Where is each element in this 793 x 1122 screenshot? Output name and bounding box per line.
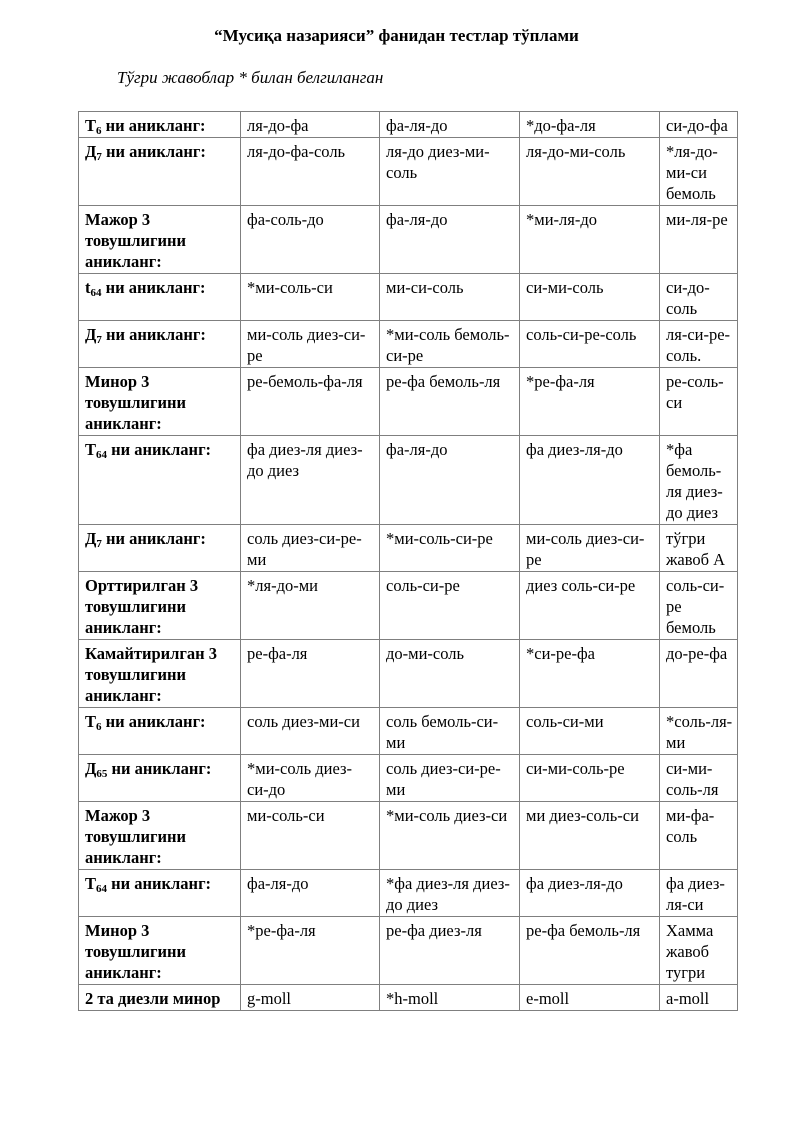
answer-option-1: *ля-до-ми [241,572,380,640]
table-row [79,985,738,1011]
question-text: 2 та диезли минор [85,989,221,1008]
question-text: Д [85,325,97,344]
answer-option-2: *фа диез-ля диез-до диез [380,870,520,917]
question-subscript: 6 [96,125,102,137]
answer-option-2: *ми-соль бемоль-си-ре [380,321,520,368]
table-row [79,112,738,138]
page-title: “Мусиқа назарияси” фанидан тестлар тўплами [214,26,579,45]
table-row [79,138,738,206]
answer-option-3: *си-ре-фа [520,640,660,708]
answer-option-2: до-ми-соль [380,640,520,708]
answer-option-4: Хамма жавоб тугри [660,917,738,985]
question-text: Орттирилган 3 товушлигини аникланг: [85,576,199,637]
question-text: Т [85,440,97,459]
answer-option-3: ре-фа бемоль-ля [520,917,660,985]
question-text: Т [85,874,97,893]
question-cell [79,640,241,708]
answer-option-2: фа-ля-до [380,112,520,138]
question-text: t [85,278,91,297]
answer-option-1: ми-соль диез-си-ре [241,321,380,368]
question-suffix: ни аникланг: [107,759,212,778]
answer-option-2: фа-ля-до [380,436,520,525]
question-cell [79,802,241,870]
question-text: Камайтирилган 3 товушлигини аникланг: [85,644,218,705]
table-row [79,436,738,525]
answer-option-3: соль-си-ми [520,708,660,755]
answer-option-3: си-ми-соль-ре [520,755,660,802]
answer-option-1: *ми-соль диез-си-до [241,755,380,802]
answer-option-1: ля-до-фа-соль [241,138,380,206]
answer-option-2: ре-фа бемоль-ля [380,368,520,436]
answer-option-2: соль бемоль-си-ми [380,708,520,755]
question-cell [79,870,241,917]
answer-option-4: *ля-до-ми-си бемоль [660,138,738,206]
answer-option-3: си-ми-соль [520,274,660,321]
question-cell [79,572,241,640]
table-row [79,870,738,917]
answer-option-2: фа-ля-до [380,206,520,274]
answer-option-3: фа диез-ля-до [520,870,660,917]
table-row [79,640,738,708]
answer-option-1: ре-фа-ля [241,640,380,708]
answer-option-3: диез соль-си-ре [520,572,660,640]
question-subscript: 7 [96,151,102,163]
table-row [79,274,738,321]
table-row [79,755,738,802]
answer-option-1: фа диез-ля диез-до диез [241,436,380,525]
answer-option-4: тўгри жавоб А [660,525,738,572]
answer-option-3: ля-до-ми-соль [520,138,660,206]
answer-option-4: a-moll [660,985,738,1011]
question-suffix: ни аникланг: [107,440,212,459]
question-cell [79,708,241,755]
question-subscript: 6 [96,721,102,733]
question-cell [79,525,241,572]
answer-option-2: соль диез-си-ре-ми [380,755,520,802]
table-row [79,368,738,436]
question-text: Минор 3 товушлигини аникланг: [85,921,187,982]
answer-option-1: ми-соль-си [241,802,380,870]
table-row [79,525,738,572]
question-cell [79,206,241,274]
question-text: Мажор 3 товушлигини аникланг: [85,806,187,867]
answer-option-3: *ре-фа-ля [520,368,660,436]
tests-table-body [79,112,738,1011]
answer-option-3: *до-фа-ля [520,112,660,138]
answer-option-4: ре-соль-си [660,368,738,436]
question-cell [79,321,241,368]
question-suffix: ни аникланг: [101,712,206,731]
question-cell [79,917,241,985]
question-cell [79,436,241,525]
answer-option-1: ля-до-фа [241,112,380,138]
table-row [79,917,738,985]
answer-option-3: фа диез-ля-до [520,436,660,525]
question-suffix: ни аникланг: [101,142,206,161]
question-cell [79,985,241,1011]
table-row [79,321,738,368]
answer-option-2: соль-си-ре [380,572,520,640]
answer-option-4: *соль-ля-ми [660,708,738,755]
answer-option-4: соль-си-ре бемоль [660,572,738,640]
question-subscript: 64 [96,449,108,461]
question-subscript: 65 [96,768,108,780]
answer-option-1: фа-ля-до [241,870,380,917]
answer-option-3: e-moll [520,985,660,1011]
page-subtitle: Тўгри жавоблар * билан белгиланган [117,68,384,87]
answer-option-4: ми-фа-соль [660,802,738,870]
question-cell [79,368,241,436]
answer-option-2: *h-moll [380,985,520,1011]
answer-option-2: *ми-соль-си-ре [380,525,520,572]
question-text: Минор 3 товушлигини аникланг: [85,372,187,433]
question-suffix: ни аникланг: [107,874,212,893]
question-text: Д [85,529,97,548]
question-subscript: 7 [96,334,102,346]
answer-option-1: соль диез-си-ре-ми [241,525,380,572]
table-row [79,802,738,870]
question-subscript: 64 [90,287,102,299]
answer-option-1: соль диез-ми-си [241,708,380,755]
question-suffix: ни аникланг: [101,325,206,344]
question-text: Д [85,759,97,778]
answer-option-4: ля-си-ре-соль. [660,321,738,368]
answer-option-3: соль-си-ре-соль [520,321,660,368]
answer-option-1: *ми-соль-си [241,274,380,321]
answer-option-4: си-до-соль [660,274,738,321]
answer-option-3: ми диез-соль-си [520,802,660,870]
question-text: Д [85,142,97,161]
answer-option-1: фа-соль-до [241,206,380,274]
question-subscript: 7 [96,538,102,550]
question-cell [79,274,241,321]
answer-option-1: g-moll [241,985,380,1011]
answer-option-3: ми-соль диез-си-ре [520,525,660,572]
answer-option-2: *ми-соль диез-си [380,802,520,870]
question-cell [79,112,241,138]
question-suffix: ни аникланг: [101,116,206,135]
table-row [79,206,738,274]
answer-option-2: ми-си-соль [380,274,520,321]
table-row [79,572,738,640]
answer-option-2: ля-до диез-ми-соль [380,138,520,206]
question-cell [79,138,241,206]
question-subscript: 64 [96,883,108,895]
answer-option-1: *ре-фа-ля [241,917,380,985]
answer-option-3: *ми-ля-до [520,206,660,274]
question-cell [79,755,241,802]
answer-option-4: *фа бемоль-ля диез-до диез [660,436,738,525]
question-text: Т [85,712,97,731]
answer-option-1: ре-бемоль-фа-ля [241,368,380,436]
answer-option-4: до-ре-фа [660,640,738,708]
answer-option-4: ми-ля-ре [660,206,738,274]
answer-option-4: си-ми-соль-ля [660,755,738,802]
question-suffix: ни аникланг: [101,529,206,548]
question-text: Т [85,116,97,135]
table-row [79,708,738,755]
answer-option-4: фа диез-ля-си [660,870,738,917]
question-text: Мажор 3 товушлигини аникланг: [85,210,187,271]
answer-option-2: ре-фа диез-ля [380,917,520,985]
question-suffix: ни аникланг: [101,278,206,297]
answer-option-4: си-до-фа [660,112,738,138]
tests-table [78,111,738,1011]
